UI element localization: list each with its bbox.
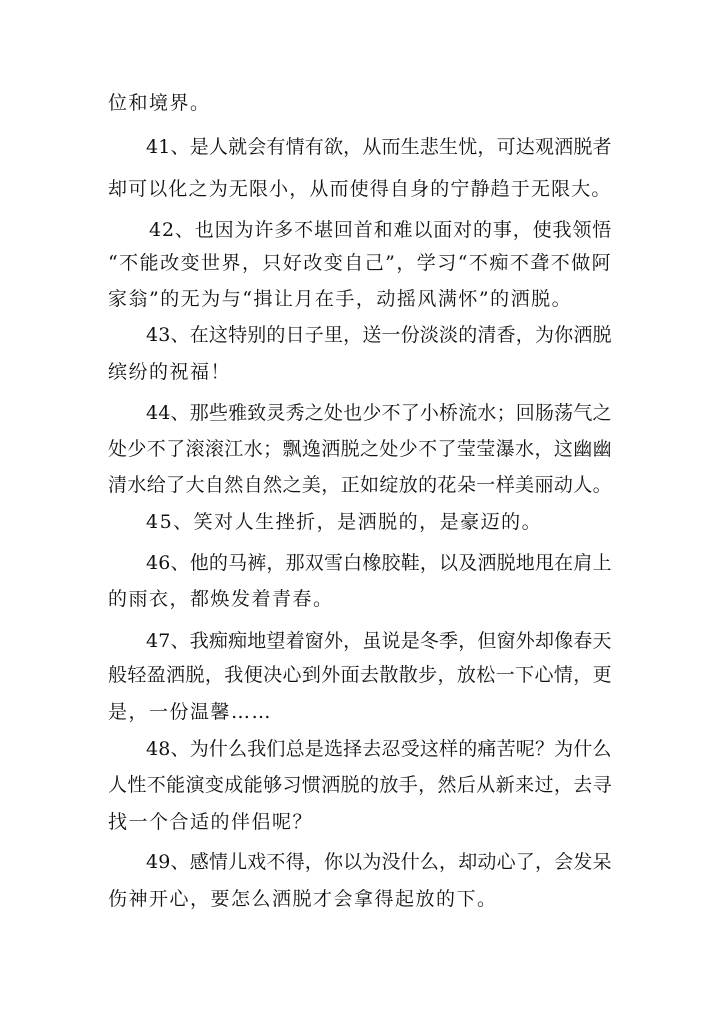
text-line: 46、他的马裤，那双雪白橡胶鞋，以及洒脱地甩在肩上 (146, 552, 612, 574)
text-line: 的雨衣，都焕发着青春。 (108, 588, 334, 610)
text-line: 般轻盈洒脱，我便决心到外面去散散步，放松一下心情，更 (108, 664, 613, 686)
text-line: 位和境界。 (108, 92, 211, 114)
text-line: 找一个合适的伴侣呢？ (108, 811, 314, 833)
text-line: 处少不了滚滚江水；飘逸洒脱之处少不了莹莹瀑水，这幽幽 (108, 438, 613, 460)
text-line: 伤神开心，要怎么洒脱才会拿得起放的下。 (108, 888, 498, 910)
text-line: 是，一份温馨…… (108, 701, 273, 723)
text-line: 41、是人就会有情有欲，从而生悲生忧，可达观洒脱者 (146, 136, 612, 158)
text-line: 45、笑对人生挫折，是洒脱的，是豪迈的。 (146, 511, 543, 533)
text-line: 清水给了大自然自然之美，正如绽放的花朵一样美丽动人。 (108, 474, 613, 496)
text-line: 47、我痴痴地望着窗外，虽说是冬季，但窗外却像春天 (146, 630, 612, 652)
text-line: 却可以化之为无限小，从而使得自身的宁静趋于无限大。 (108, 178, 612, 200)
text-line: 43、在这特别的日子里，送一份淡淡的清香，为你洒脱 (146, 324, 612, 346)
text-line: “不能改变世界，只好改变自己”，学习“不痴不聋不做阿 (108, 252, 613, 274)
text-line: 44、那些雅致灵秀之处也少不了小桥流水；回肠荡气之 (146, 402, 612, 424)
text-line: 人性不能演变成能够习惯洒脱的放手，然后从新来过，去寻 (108, 774, 613, 796)
text-line: 家翁”的无为与“揖让月在手，动摇风满怀”的洒脱。 (108, 288, 573, 310)
text-line: 42、也因为许多不堪回首和难以面对的事，使我领悟 (149, 219, 613, 241)
text-line: 49、感情儿戏不得，你以为没什么，却动心了，会发呆 (146, 851, 612, 873)
text-line: 缤纷的祝福！ (108, 361, 232, 383)
text-line: 48、为什么我们总是选择去忍受这样的痛苦呢？为什么 (146, 738, 612, 760)
